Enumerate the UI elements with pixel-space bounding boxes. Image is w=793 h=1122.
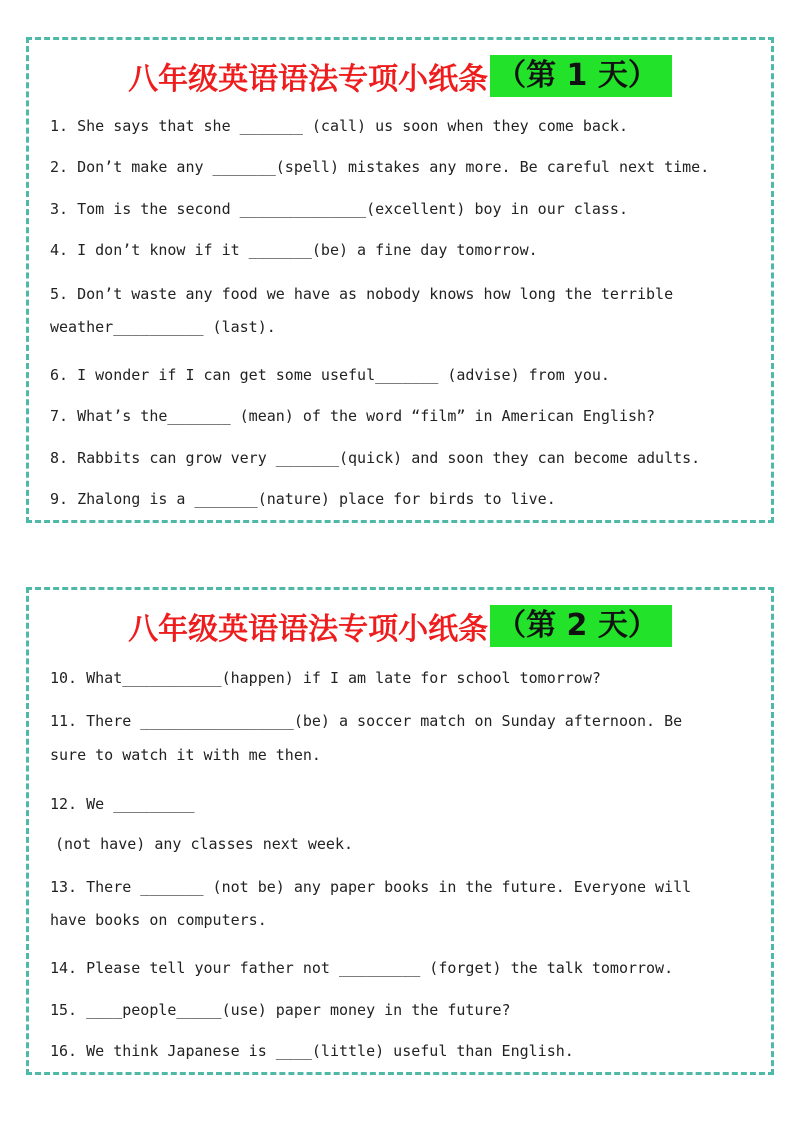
question-12-line-2: (not have) any classes next week. bbox=[55, 835, 354, 853]
question-3: 3. Tom is the second ______________(excellent) boy in our class. bbox=[50, 200, 628, 218]
question-11-line-1: 11. There _________________(be) a soccer match on Sunday afternoon. Be bbox=[50, 712, 683, 730]
question-1: 1. She says that she _______ (call) us soon when they come back. bbox=[50, 117, 628, 135]
question-14: 14. Please tell your father not _________ (forget) the talk tomorrow. bbox=[50, 959, 674, 977]
question-9: 9. Zhalong is a _______(nature) place for birds to live. bbox=[50, 490, 556, 508]
question-11-line-2: sure to watch it with me then. bbox=[50, 746, 321, 764]
question-5-line-1: 5. Don’t waste any food we have as nobody knows how long the terrible bbox=[50, 285, 674, 303]
question-6: 6. I wonder if I can get some useful_______ (advise) from you. bbox=[50, 366, 610, 384]
day-badge: （第 1 天） bbox=[490, 55, 672, 97]
question-10: 10. What___________(happen) if I am late for school tomorrow? bbox=[50, 669, 601, 687]
card-title: 八年级英语语法专项小纸条 bbox=[128, 612, 489, 647]
question-16: 16. We think Japanese is ____(little) useful than English. bbox=[50, 1042, 574, 1060]
question-2: 2. Don’t make any _______(spell) mistakes any more. Be careful next time. bbox=[50, 158, 710, 176]
question-8: 8. Rabbits can grow very _______(quick) and soon they can become adults. bbox=[50, 449, 701, 467]
card-title-row bbox=[29, 54, 771, 98]
question-15: 15. ____people_____(use) paper money in the future? bbox=[50, 1001, 511, 1019]
question-4: 4. I don’t know if it _______(be) a fine day tomorrow. bbox=[50, 241, 538, 259]
question-13-line-2: have books on computers. bbox=[50, 911, 267, 929]
practice-card-day-2 bbox=[26, 587, 774, 1075]
day-badge: （第 2 天） bbox=[490, 605, 672, 647]
card-title: 八年级英语语法专项小纸条 bbox=[128, 62, 489, 97]
question-12-line-1: 12. We _________ bbox=[50, 795, 195, 813]
question-7: 7. What’s the_______ (mean) of the word “film” in American English? bbox=[50, 407, 656, 425]
practice-card-day-1 bbox=[26, 37, 774, 523]
question-5-line-2: weather__________ (last). bbox=[50, 318, 276, 336]
card-title-row bbox=[29, 604, 771, 648]
question-13-line-1: 13. There _______ (not be) any paper books in the future. Everyone will bbox=[50, 878, 692, 896]
